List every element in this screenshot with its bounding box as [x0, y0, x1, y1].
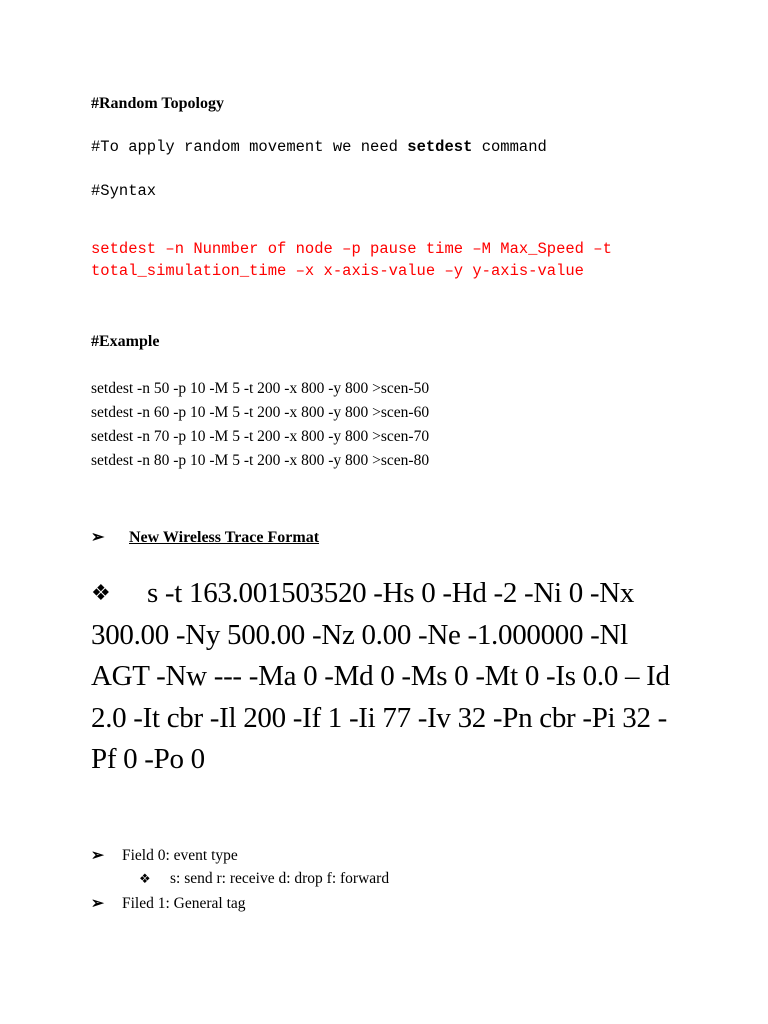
- random-topology-heading: #Random Topology: [91, 95, 224, 112]
- field-0-detail: s: send r: receive d: drop f: forward: [170, 870, 390, 887]
- example-line: setdest -n 80 -p 10 -M 5 -t 200 -x 800 -y 800 >scen-80: [91, 452, 430, 469]
- trace-format-title: New Wireless Trace Format: [129, 529, 320, 546]
- syntax-line-1: setdest –n Nunmber of node –p pause time –M Max_Speed –t: [91, 240, 612, 258]
- diamond-bullet-icon: ❖: [91, 580, 111, 605]
- diamond-bullet-icon: ❖: [139, 871, 151, 886]
- example-line: setdest -n 60 -p 10 -M 5 -t 200 -x 800 -y 800 >scen-60: [91, 404, 430, 421]
- example-line: setdest -n 70 -p 10 -M 5 -t 200 -x 800 -y 800 >scen-70: [91, 428, 430, 445]
- trace-example-text: s -t 163.001503520 -Hs 0 -Hd -2 -Ni 0 -Nx 300.00 -Ny 500.00 -Nz 0.00 -Ne -1.000000 -Nl AGT -Nw --- -Ma 0 -Md 0 -Ms 0 -Mt 0 -Is 0.0 – Id 2.0 -It cbr -Il 200 -If 1 -Ii 77 -Iv 32 -Pn cbr -Pi 32 -Pf 0 -Po 0: [91, 577, 670, 775]
- field-1-label: Filed 1: General tag: [122, 895, 246, 912]
- example-line: setdest -n 50 -p 10 -M 5 -t 200 -x 800 -y 800 >scen-50: [91, 380, 430, 397]
- field-0-label: Field 0: event type: [122, 847, 238, 864]
- intro-bold-command: setdest: [407, 138, 473, 156]
- intro-prefix: #To apply random movement we need: [91, 138, 408, 156]
- example-lines: [91, 377, 429, 473]
- syntax-line-2: total_simulation_time –x x-axis-value –y y-axis-value: [91, 262, 584, 280]
- intro-suffix: command: [472, 138, 547, 156]
- example-heading: #Example: [91, 333, 160, 350]
- field-1-item: [91, 894, 246, 913]
- field-0-item: [91, 846, 238, 865]
- trace-example-paragraph: [91, 572, 691, 781]
- field-0-detail-item: [139, 870, 389, 888]
- arrow-bullet-icon: ➢: [91, 529, 105, 546]
- arrow-bullet-icon: ➢: [91, 895, 104, 912]
- intro-line: [91, 138, 547, 156]
- arrow-bullet-icon: ➢: [91, 847, 104, 864]
- syntax-heading: #Syntax: [91, 182, 157, 200]
- syntax-block: [91, 238, 612, 282]
- trace-format-section-title: [91, 527, 319, 547]
